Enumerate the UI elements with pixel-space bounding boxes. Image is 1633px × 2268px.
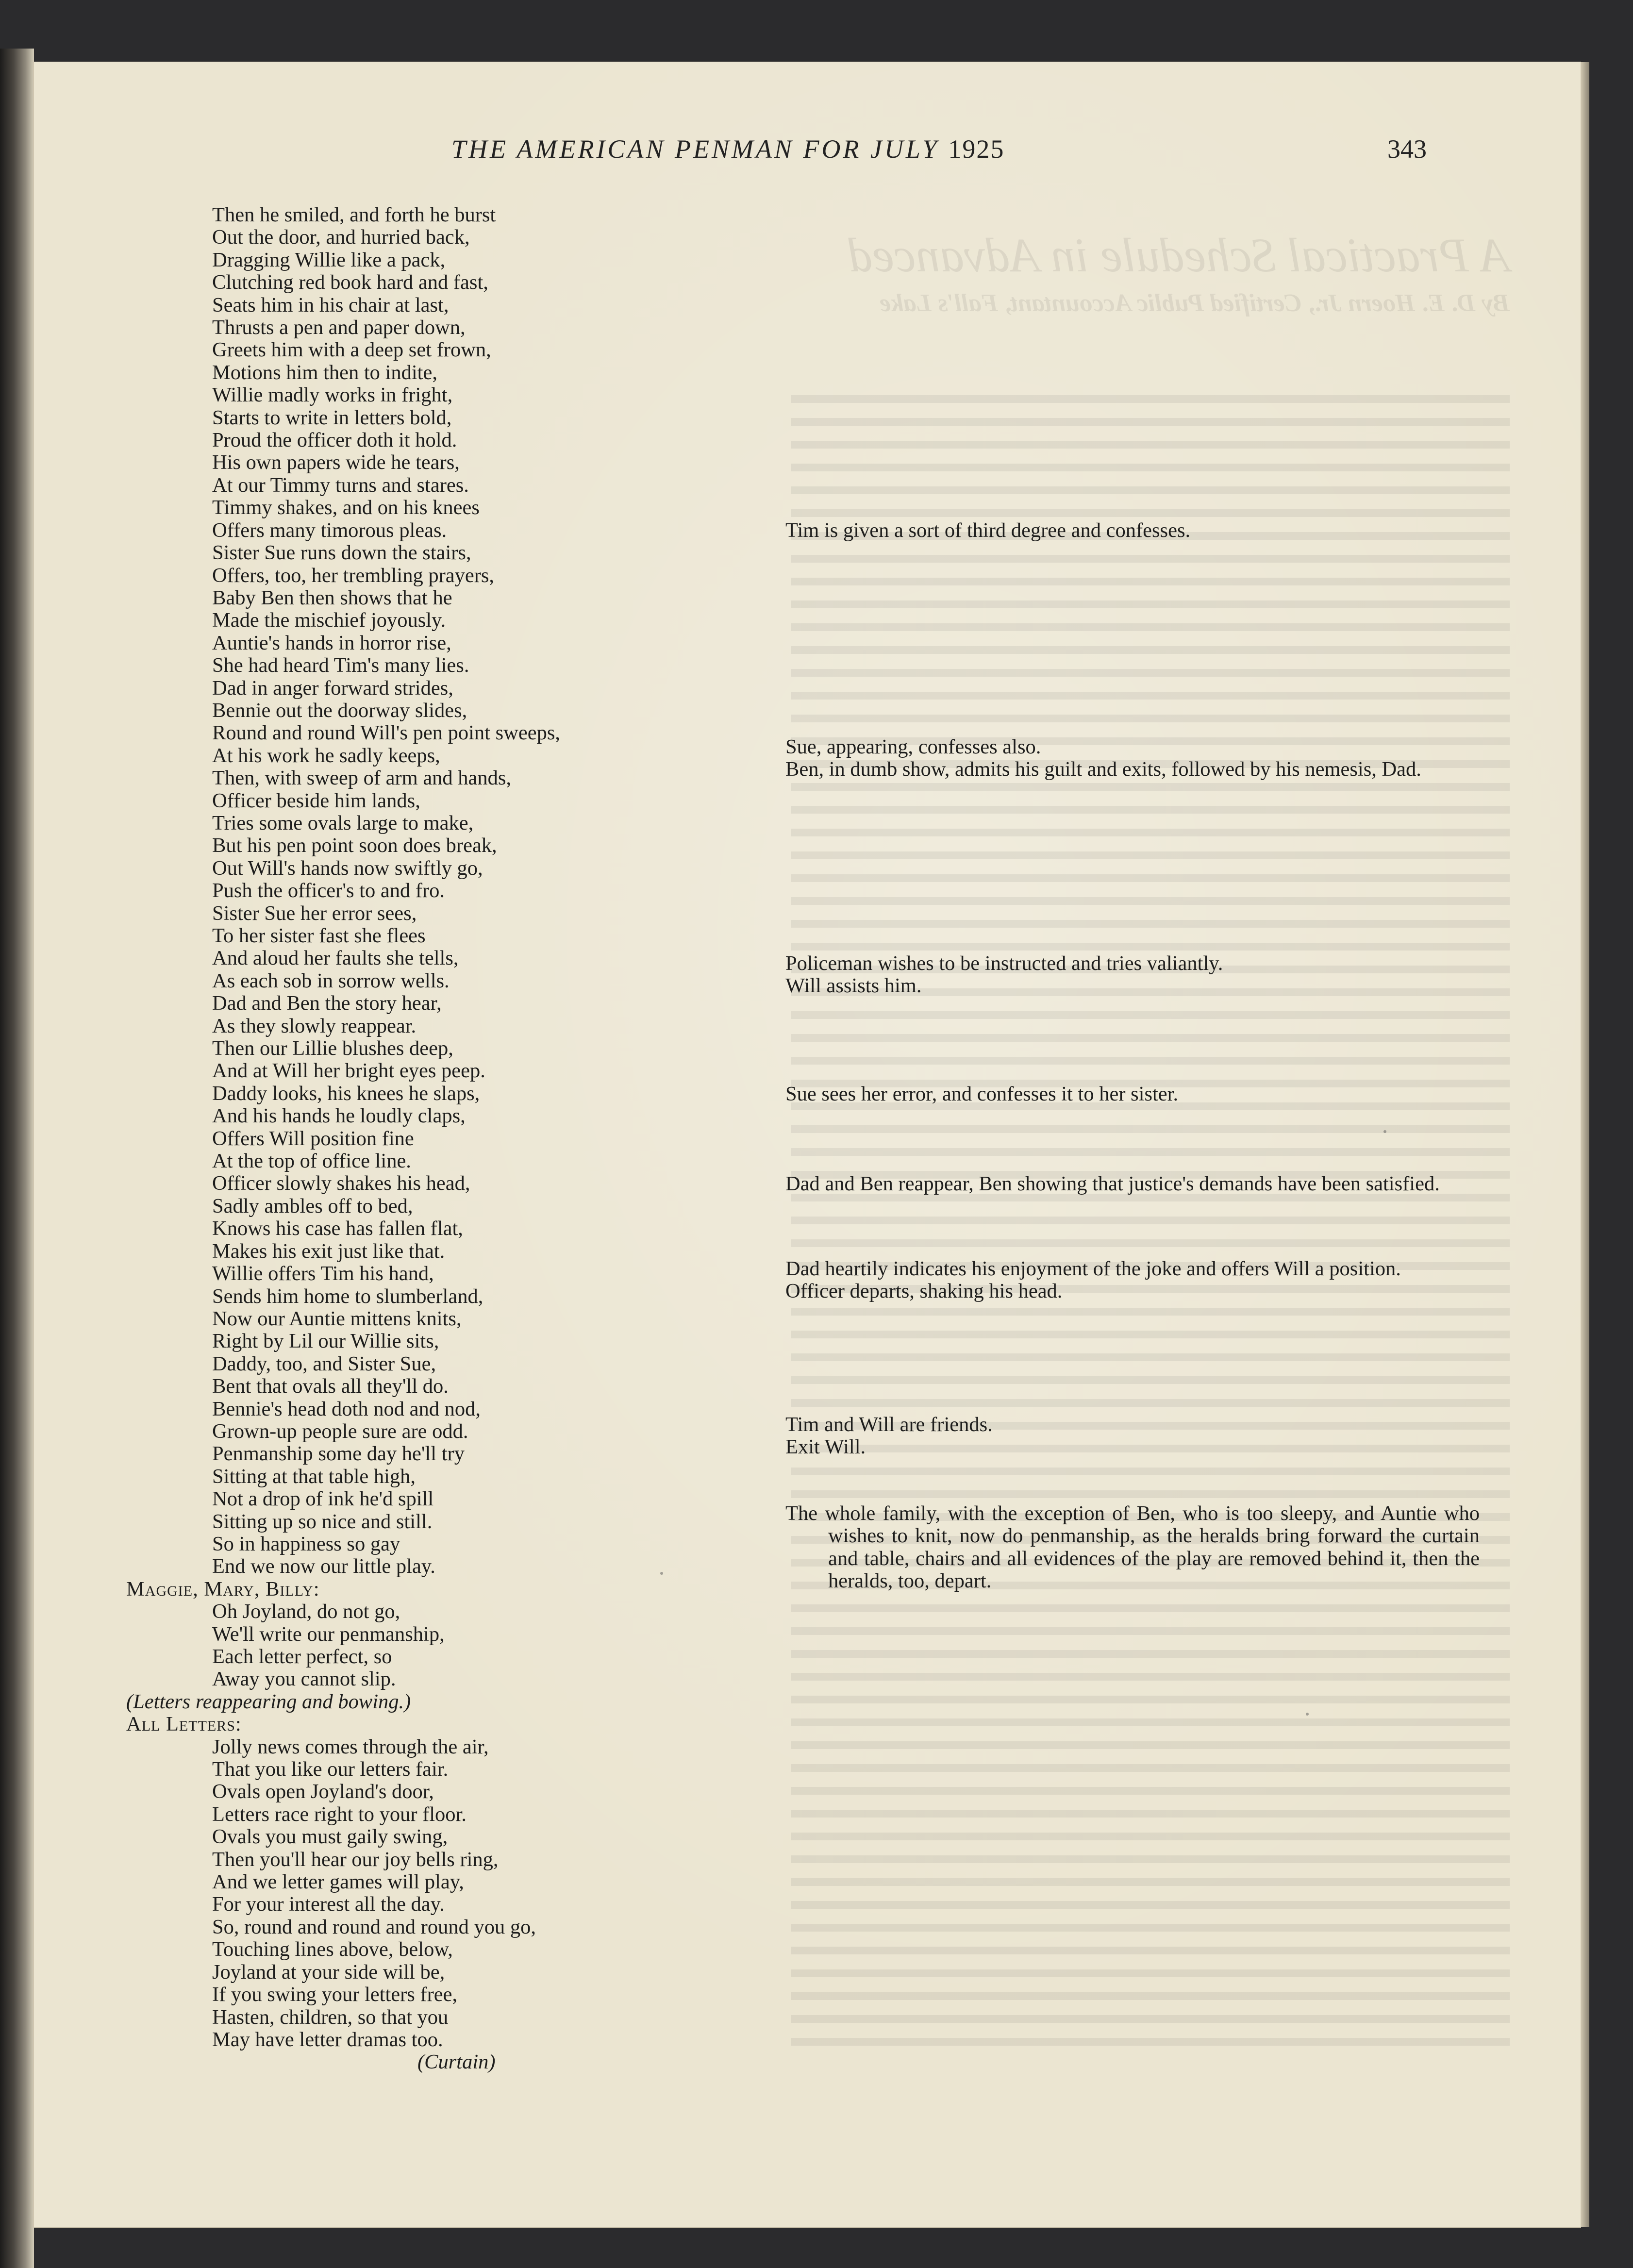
verse-line: As each sob in sorrow wells. <box>212 969 450 992</box>
verse-line: So, round and round and round you go, <box>212 1915 536 1938</box>
verse-line: Then our Lillie blushes deep, <box>212 1037 453 1060</box>
stage-note <box>785 1414 1480 1459</box>
verse-line: Motions him then to indite, <box>212 361 437 384</box>
verse-line: Proud the officer doth it hold. <box>212 429 457 452</box>
verse-line: Baby Ben then shows that he <box>212 586 452 609</box>
verse-line: Sister Sue runs down the stairs, <box>212 541 471 565</box>
verse-line: Then you'll hear our joy bells ring, <box>212 1848 499 1871</box>
stage-note-text: Sue sees her error, and confesses it to her sister. <box>785 1083 1179 1105</box>
verse-line: Bennie out the doorway slides, <box>212 699 467 722</box>
verse-line: Officer slowly shakes his head, <box>212 1172 470 1195</box>
verse-line: Then, with sweep of arm and hands, <box>212 767 512 790</box>
verse-line: Sister Sue her error sees, <box>212 901 417 925</box>
verse-line: Willie offers Tim his hand, <box>212 1262 434 1285</box>
verse-line: Ovals open Joyland's door, <box>212 1780 434 1803</box>
verse-line: Dad in anger forward strides, <box>212 676 453 700</box>
verse-line: For your interest all the day. <box>212 1893 445 1916</box>
verse-line: Makes his exit just like that. <box>212 1239 445 1263</box>
verse-line: Round and round Will's pen point sweeps, <box>212 721 560 745</box>
verse-line: At our Timmy turns and stares. <box>212 473 469 497</box>
stage-direction: (Curtain) <box>417 2051 496 2074</box>
stage-note-text: Officer departs, shaking his head. <box>785 1280 1063 1303</box>
stage-note-text: Tim is given a sort of third degree and confesses. <box>785 519 1191 542</box>
verse-line: Letters race right to your floor. <box>212 1802 467 1826</box>
verse-line: Offers, too, her trembling prayers, <box>212 564 495 587</box>
verse-line: Knows his case has fallen flat, <box>212 1217 463 1240</box>
verse-line: Each letter perfect, so <box>212 1645 392 1668</box>
verse-line: That you like our letters fair. <box>212 1758 449 1781</box>
verse-line: Greets him with a deep set frown, <box>212 338 491 362</box>
verse-line: Sitting up so nice and still. <box>212 1510 433 1533</box>
stage-note-text: Will assists him. <box>785 974 922 998</box>
stage-note-text: Dad heartily indicates his enjoyment of the joke and offers Will a position. <box>785 1257 1401 1280</box>
speaker-label: Maggie, Mary, Billy: <box>126 1577 320 1601</box>
verse-line: Touching lines above, below, <box>212 1938 453 1961</box>
verse-line: As they slowly reappear. <box>212 1014 417 1037</box>
verse-line: Ovals you must gaily swing, <box>212 1825 448 1849</box>
verse-line: Made the mischief joyously. <box>212 609 446 632</box>
verse-line: Starts to write in letters bold, <box>212 406 452 429</box>
verse-line: Right by Lil our Willie sits, <box>212 1330 439 1353</box>
verse-line: Clutching red book hard and fast, <box>212 271 488 294</box>
verse-line: Oh Joyland, do not go, <box>212 1600 400 1623</box>
verse-line: Out the door, and hurried back, <box>212 226 470 249</box>
stage-note <box>785 1173 1480 1195</box>
page-number: 343 <box>1387 134 1427 164</box>
verse-line: To her sister fast she flees <box>212 924 426 947</box>
verse-line: Then he smiled, and forth he burst <box>212 203 496 226</box>
stage-note <box>785 1083 1480 1105</box>
verse-line: At his work he sadly keeps, <box>212 744 440 767</box>
verse-line: Sadly ambles off to bed, <box>212 1194 413 1217</box>
stage-note-text: Dad and Ben reappear, Ben showing that justice's demands have been satisfied. <box>785 1172 1440 1195</box>
verse-line: Penmanship some day he'll try <box>212 1442 465 1466</box>
journal-title: THE AMERICAN PENMAN FOR JULY <box>451 134 939 164</box>
verse-line: Daddy looks, his knees he slaps, <box>212 1082 480 1105</box>
verse-line: Thrusts a pen and paper down, <box>212 316 466 339</box>
verse-line: Out Will's hands now swiftly go, <box>212 856 483 880</box>
verse-line: Jolly news comes through the air, <box>212 1735 489 1758</box>
verse-line: End we now our little play. <box>212 1555 435 1578</box>
verse-line: Tries some ovals large to make, <box>212 811 474 834</box>
verse-line: Seats him in his chair at last, <box>212 293 449 317</box>
verse-line: She had heard Tim's many lies. <box>212 654 469 677</box>
stage-note <box>785 736 1480 781</box>
verse-line: Dad and Ben the story hear, <box>212 992 442 1015</box>
book-binding <box>0 49 34 2268</box>
journal-page <box>34 62 1581 2227</box>
verse-line: And his hands he loudly claps, <box>212 1104 466 1128</box>
bleed-through-lines <box>791 395 1510 2046</box>
verse-line: His own papers wide he tears, <box>212 451 460 474</box>
stage-note <box>785 1258 1480 1303</box>
verse-line: But his pen point soon does break, <box>212 834 497 857</box>
stage-note-text: Policeman wishes to be instructed and tries valiantly. <box>785 952 1223 975</box>
verse-line: Auntie's hands in horror rise, <box>212 631 451 654</box>
stage-note <box>785 1502 1480 1593</box>
verse-line: Sends him home to slumberland, <box>212 1284 483 1308</box>
verse-line: Now our Auntie mittens knits, <box>212 1307 462 1330</box>
issue-year: 1925 <box>948 134 1005 164</box>
bleed-through-title: A Practical Schedule in Advanced <box>848 228 1510 282</box>
stage-note-text: Ben, in dumb show, admits his guilt and exits, followed by his nemesis, Dad. <box>785 758 1421 781</box>
verse-line: Bennie's head doth nod and nod, <box>212 1397 481 1420</box>
verse-line: And at Will her bright eyes peep. <box>212 1059 485 1083</box>
paper-speck <box>1383 1130 1386 1133</box>
verse-line: Push the officer's to and fro. <box>212 879 445 902</box>
verse-line: Not a drop of ink he'd spill <box>212 1487 434 1511</box>
stage-note <box>785 952 1480 998</box>
stage-note-text: Tim and Will are friends. <box>785 1413 993 1436</box>
paper-speck <box>660 1572 663 1575</box>
verse-line: Joyland at your side will be, <box>212 1960 445 1984</box>
verse-line: If you swing your letters free, <box>212 1983 458 2006</box>
running-header <box>451 134 1004 164</box>
stage-note-text: The whole family, with the exception of Ben, who is too sleepy, and Auntie who wishes to knit, now do penmanship, as the heralds bring forward the curtain and table, chairs and all evidences of the play are removed behind it, then the heralds, too, depart. <box>785 1502 1480 1593</box>
verse-line: And we letter games will play, <box>212 1870 464 1894</box>
stage-direction: (Letters reappearing and bowing.) <box>126 1690 411 1713</box>
stage-note <box>785 519 1480 542</box>
verse-line: Offers Will position fine <box>212 1127 414 1150</box>
page-edge <box>1581 62 1589 2227</box>
verse-line: Away you cannot slip. <box>212 1668 396 1691</box>
verse-line: Bent that ovals all they'll do. <box>212 1375 449 1398</box>
stage-note-text: Sue, appearing, confesses also. <box>785 735 1041 758</box>
speaker-label: All Letters: <box>126 1713 242 1736</box>
verse-line: So in happiness so gay <box>212 1532 400 1555</box>
verse-line: Willie madly works in fright, <box>212 384 453 407</box>
verse-line: At the top of office line. <box>212 1150 411 1173</box>
paper-speck <box>1306 1713 1309 1716</box>
verse-line: Hasten, children, so that you <box>212 2005 449 2029</box>
stage-note-text: Exit Will. <box>785 1435 866 1459</box>
verse-line: Timmy shakes, and on his knees <box>212 496 480 519</box>
verse-line: Offers many timorous pleas. <box>212 518 447 542</box>
verse-line: Grown-up people sure are odd. <box>212 1419 468 1443</box>
verse-line: Daddy, too, and Sister Sue, <box>212 1352 436 1375</box>
verse-line: Dragging Willie like a pack, <box>212 248 446 271</box>
verse-line: Sitting at that table high, <box>212 1465 416 1488</box>
verse-line: Officer beside him lands, <box>212 789 420 812</box>
verse-line: May have letter dramas too. <box>212 2028 443 2051</box>
bleed-through-byline: By D. E. Hoern Jr., Certified Public Accountant, Fall's Lake <box>879 289 1510 317</box>
verse-column <box>126 204 738 2074</box>
verse-line: We'll write our penmanship, <box>212 1622 445 1646</box>
verse-line: And aloud her faults she tells, <box>212 947 459 970</box>
